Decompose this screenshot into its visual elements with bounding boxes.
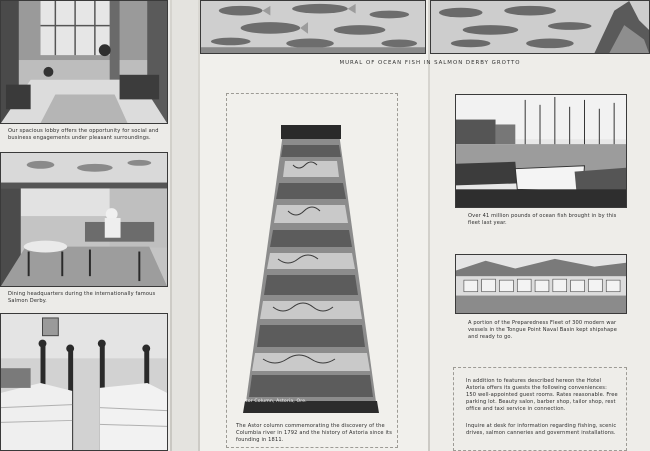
fish-mural-photo-right (430, 0, 650, 54)
fleet-caption: Over 41 million pounds of ocean fish brought in by this fleet last year. (468, 213, 617, 226)
naval-basin-photo (455, 254, 627, 314)
mural-title: MURAL OF OCEAN FISH IN SALMON DERBY GROTTO (339, 60, 521, 66)
blank-fold-strip (170, 0, 198, 451)
lobby-photo (0, 0, 168, 124)
lobby-caption: Our spacious lobby offers the opportunity for social and business engagements under pleasant surroundings. (8, 128, 159, 141)
dining-caption: Dining headquarters during the internationally famous Salmon Derby. (8, 291, 156, 304)
column-plaque-label: Astor Column, Astoria, Ore. (240, 399, 307, 404)
fold-line (198, 0, 200, 451)
fold-line (428, 0, 430, 451)
info-paragraph-1: In addition to features described hereon the Hotel Astoria offers its guests the following conveniences: 150 well-appointed guest rooms. Rates reasonable. Free parking lot. Beauty salon, barber shop, tailor shop, rest office and taxi service in connection. (466, 378, 618, 412)
fold-line (170, 0, 172, 451)
info-paragraph-2: Inquire at desk for information regarding fishing, scenic drives, salmon canneries and government installations. (466, 423, 617, 436)
fishing-fleet-photo (455, 94, 627, 208)
dining-photo (0, 152, 168, 287)
column-caption: The Astor column commemorating the discovery of the Columbia river in 1792 and the history of Astoria since its founding in 1811. (236, 423, 393, 443)
astor-column-photo (243, 125, 379, 413)
naval-caption: A portion of the Preparedness Fleet of 300 modern war vessels in the Tongue Point Naval Basin kept shipshape and ready to go. (468, 320, 617, 340)
fish-mural-photo-left (200, 0, 426, 54)
guest-room-photo (0, 313, 168, 451)
